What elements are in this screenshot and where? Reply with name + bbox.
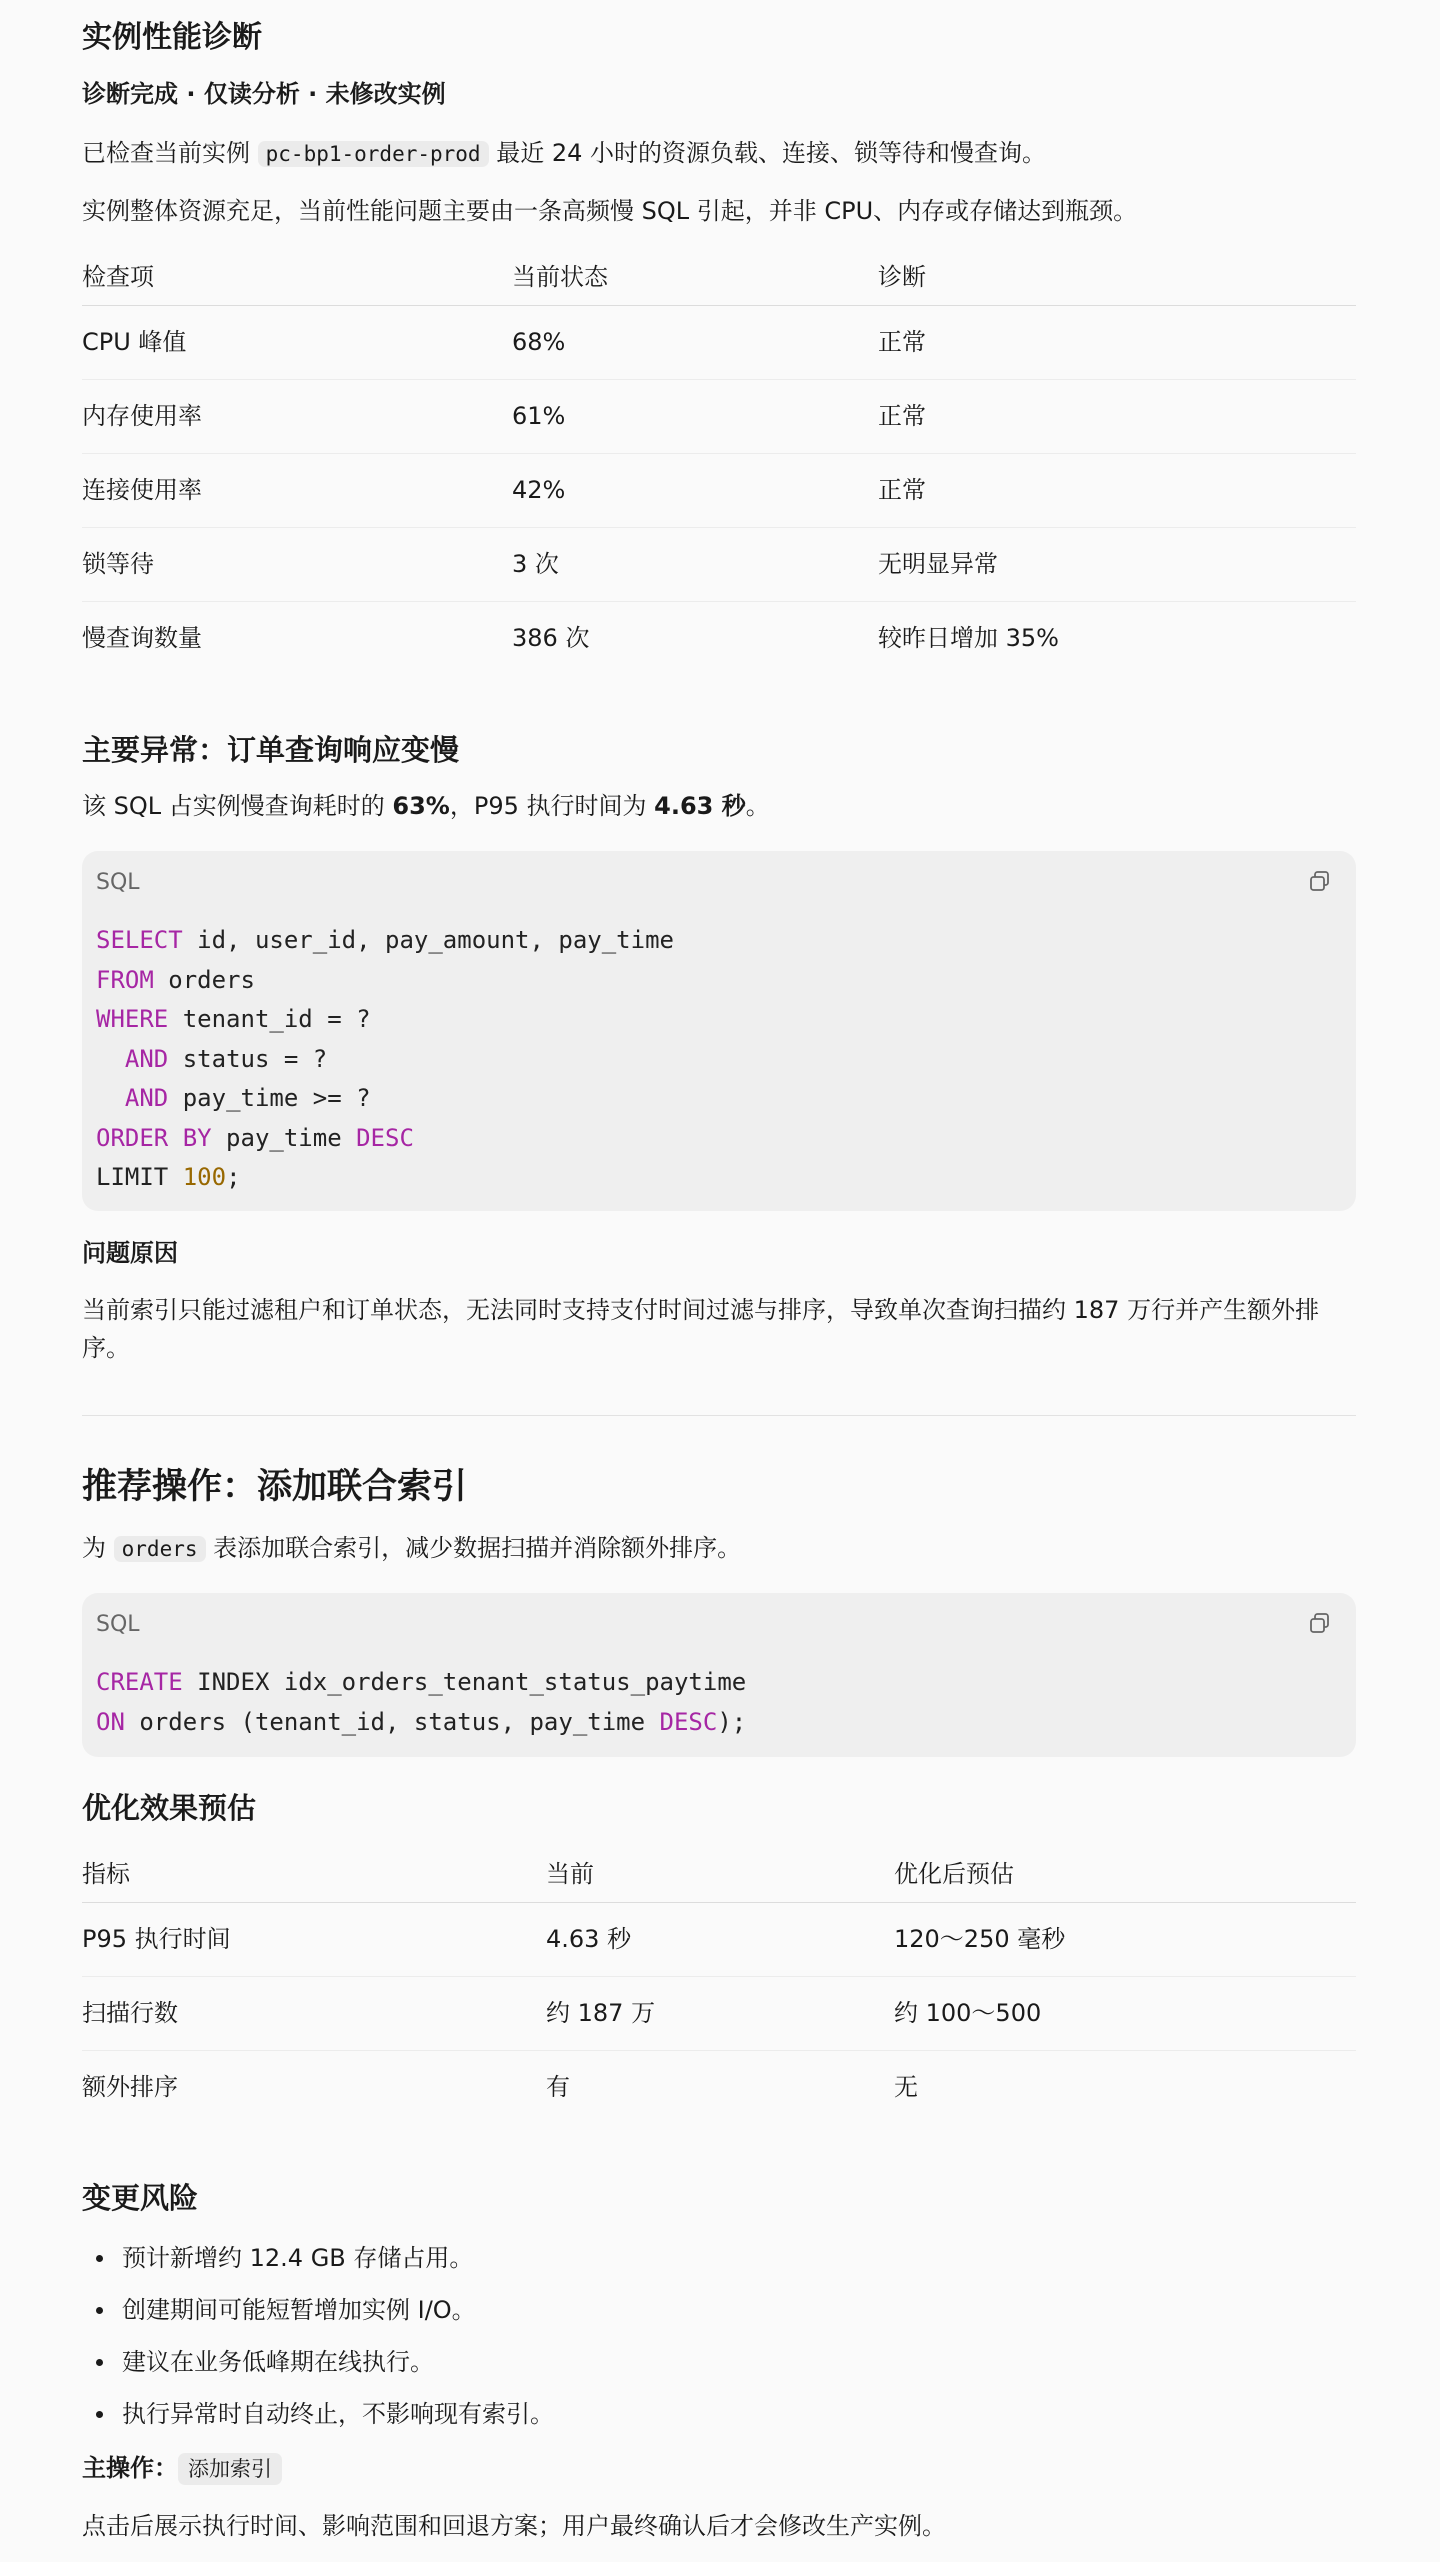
check-table-header [82,250,1356,305]
check-status: 3 次 [512,527,878,601]
effect-header-estimate: 优化后预估 [894,1847,1356,1902]
copy-icon[interactable] [1308,1611,1332,1635]
table-row [82,453,1356,527]
effect-current: 约 187 万 [546,1976,894,2050]
effect-metric: 额外排序 [82,2073,178,2102]
index-sql-code: CREATE INDEX idx_orders_tenant_status_paytime ON orders (tenant_id, status, pay_time DESC); [96,1668,747,1736]
check-status: 61% [512,379,878,453]
table-row [82,1902,1356,1976]
effect-metric: 扫描行数 [82,1976,546,2050]
table-row [82,601,1356,675]
list-item: 执行异常时自动终止，不影响现有索引。 [82,2388,554,2440]
check-diagnosis: 正常 [878,453,1356,527]
anomaly-title: 主要异常：订单查询响应变慢 [82,733,460,767]
section-divider [82,1415,1356,1416]
effect-header-metric: 指标 [82,1847,546,1902]
table-row [82,1976,1356,2050]
effect-estimate: 无 [894,2073,918,2102]
effect-estimate: 120～250 毫秒 [894,1902,1356,1976]
check-header-diagnosis: 诊断 [878,250,1356,305]
effect-table-header [82,1847,1356,1902]
list-item: 预计新增约 12.4 GB 存储占用。 [82,2232,554,2284]
check-status: 68% [512,305,878,379]
table-row [82,2050,1356,2124]
slow-sql-code-block [82,851,1356,1211]
check-item: 慢查询数量 [82,624,202,653]
list-item: 创建期间可能短暂增加实例 I/O。 [82,2284,554,2336]
list-item: 建议在业务低峰期在线执行。 [82,2336,554,2388]
table-row [82,305,1356,379]
copy-icon[interactable] [1308,869,1332,893]
recommend-desc-prefix: 为 [82,1534,106,1562]
check-item: CPU 峰值 [82,305,512,379]
check-diagnosis: 正常 [878,379,1356,453]
table-row [82,527,1356,601]
check-header-item: 检查项 [82,250,512,305]
slow-share-value: 63% [392,792,450,820]
cause-title: 问题原因 [82,1239,178,1267]
check-item: 内存使用率 [82,379,512,453]
check-item: 锁等待 [82,527,512,601]
recommend-desc-suffix: 表添加联合索引，减少数据扫描并消除额外排序。 [213,1534,742,1562]
check-status: 386 次 [512,624,590,653]
effect-header-current: 当前 [546,1847,894,1902]
check-header-status: 当前状态 [512,250,878,305]
effect-current: 有 [546,2073,570,2102]
main-action-row [82,2450,282,2486]
check-item: 连接使用率 [82,453,512,527]
intro-prefix: 已检查当前实例 [82,139,250,167]
table-row [82,379,1356,453]
intro-paragraph [82,135,1046,171]
check-table [82,250,1356,675]
effect-current: 4.63 秒 [546,1902,894,1976]
cause-text: 当前索引只能过滤租户和订单状态，无法同时支持支付时间过滤与排序，导致单次查询扫描约 187 万行并产生额外排序。 [82,1296,1320,1362]
page-title: 实例性能诊断 [82,20,262,55]
code-language-label: SQL [96,870,140,895]
recommend-title: 推荐操作：添加联合索引 [82,1467,468,1507]
effect-estimate: 约 100～500 [894,1976,1356,2050]
anomaly-desc-text: 该 SQL 占实例慢查询耗时的 [82,792,393,820]
code-language-label: SQL [96,1612,140,1637]
risk-list [82,2232,554,2440]
check-diagnosis: 正常 [878,305,1356,379]
check-status: 42% [512,453,878,527]
anomaly-desc-text: ，P95 执行时间为 [449,792,655,820]
instance-id-code: pc-bp1-order-prod [258,141,489,167]
effect-table [82,1847,1356,2124]
summary-paragraph: 实例整体资源充足，当前性能问题主要由一条高频慢 SQL 引起，并非 CPU、内存或存储达到瓶颈。 [82,197,1138,225]
slow-sql-code: SELECT id, user_id, pay_amount, pay_time FROM orders WHERE tenant_id = ? AND status = ? AND pay_time >= ? ORDER BY pay_time DESC LIMIT 100; [96,926,674,1191]
index-sql-code-block [82,1593,1356,1757]
effect-title: 优化效果预估 [82,1791,257,1825]
table-name-code: orders [114,1536,206,1562]
check-diagnosis: 无明显异常 [878,527,1356,601]
main-action-label: 主操作： [82,2454,178,2482]
risk-title: 变更风险 [82,2181,199,2215]
anomaly-desc-text: 。 [745,792,770,820]
check-diagnosis: 较昨日增加 35% [878,624,1059,653]
intro-suffix: 最近 24 小时的资源负载、连接、锁等待和慢查询。 [496,139,1047,167]
p95-value: 4.63 秒 [654,792,746,820]
effect-metric: P95 执行时间 [82,1902,546,1976]
status-subtitle: 诊断完成 · 仅读分析 · 未修改实例 [82,80,446,108]
footer-note: 点击后展示执行时间、影响范围和回退方案；用户最终确认后才会修改生产实例。 [82,2512,946,2540]
recommend-description [82,1530,741,1566]
add-index-button[interactable]: 添加索引 [178,2453,282,2485]
anomaly-description [82,788,770,824]
